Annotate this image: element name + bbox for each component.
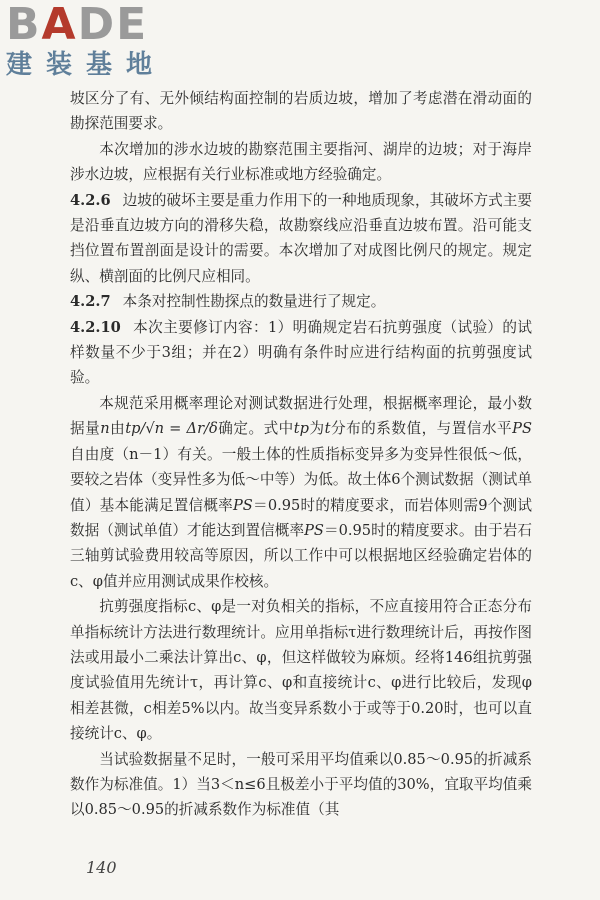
formula: tp/√n = Δr/δ — [125, 420, 218, 438]
body-text — [70, 86, 532, 823]
page-number: 140 — [86, 858, 117, 877]
paragraph-probability: 本规范采用概率理论对测试数据进行处理，根据概率理论，最小数据量n由tp/√n = Δr/δ确定。式中tp为t分布的系数值，与置信水平PS自由度（n－1）有关。一般土体的性质指标变异多为变异性很低～低，要较之岩体（变异性多为低～中等）为低。故土体6个测试数据（测试单值）基本能满足置信概率PS＝0.95时的精度要求，而岩体则需9个测试数据（测试单值）才能达到置信概率PS＝0.95时的精度要求。由于岩石三轴剪试验费用较高等原因，所以工作中可以根据地区经验确定岩体的c、φ值并应用测试成果作校核。 — [70, 394, 532, 590]
paragraph: 本次增加的涉水边坡的勘察范围主要指河、湖岸的边坡；对于海岸涉水边坡，应根据有关行业标准或地方经验确定。 — [70, 140, 532, 184]
paragraph-reduction: 当试验数据量不足时，一般可采用平均值乘以0.85～0.95的折减系数作为标准值。1）当3＜n≤6且极差小于平均值的30%，宜取平均值乘以0.85～0.95的折减系数作为标准值（其 — [70, 750, 532, 819]
paragraph: 坡区分了有、无外倾结构面控制的岩质边坡，增加了考虑潜在滑动面的勘探范围要求。 — [70, 90, 532, 133]
paragraph: 4.2.6 边坡的破坏主要是重力作用下的一种地质现象，其破坏方式主要是沿垂直边坡方向的滑移失稳，故勘察线应沿垂直边坡布置。沿可能支挡位置布置剖面是设计的需要。本次增加了对成图比例尺的规定。规定纵、横剖面的比例尺应相同。 — [70, 191, 532, 285]
watermark-logo — [6, 2, 181, 80]
logo-brand: BADE — [6, 0, 149, 50]
section-number: 4.2.6 — [70, 191, 111, 209]
paragraph-shear-strength: 抗剪强度指标c、φ是一对负相关的指标，不应直接用符合正态分布单指标统计方法进行数理统计。应用单指标τ进行数理统计后，再按作图法或用最小二乘法计算出c、φ，但这样做较为麻烦。经将146组抗剪强度试验值用先统计τ，再计算c、φ和直接统计c、φ进行比较后，发现φ相差甚微，c相差5%以内。故当变异系数小于或等于0.20时，也可以直接统计c、φ。 — [70, 598, 532, 743]
paragraph: 4.2.7 本条对控制性勘探点的数量进行了规定。 — [70, 293, 386, 311]
logo-subtitle: 建装基地 — [6, 50, 167, 80]
paragraph: 4.2.10 本次主要修订内容：1）明确规定岩石抗剪强度（试验）的试样数量不少于3组；并在2）明确有条件时应进行结构面的抗剪强度试验。 — [70, 318, 532, 387]
section-number: 4.2.10 — [70, 318, 121, 336]
section-number: 4.2.7 — [70, 293, 111, 311]
